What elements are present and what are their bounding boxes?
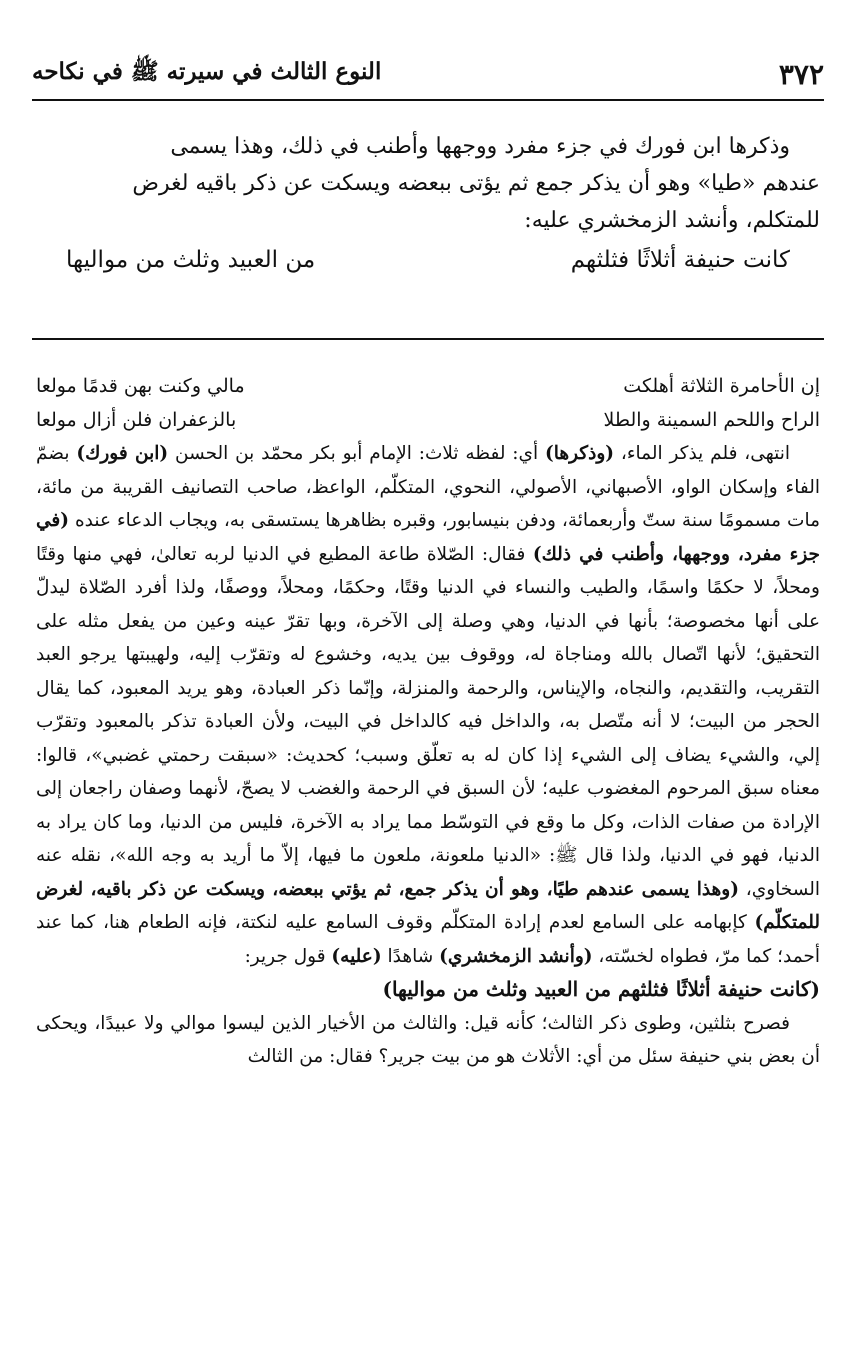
- main-verse: [36, 242, 820, 279]
- main-text-line: عندهم «طيا» وهو أن يذكر جمع ثم يؤتى ببعضه ويسكت عن ذكر باقيه لغرض: [132, 171, 820, 196]
- commentary-verse: [36, 370, 820, 404]
- commentary-text: [36, 370, 820, 1074]
- commentary-verse: [36, 404, 820, 438]
- verse-first-hemistich: الراح واللحم السمينة والطلا: [603, 408, 820, 431]
- page-number: ٣٧٢: [778, 57, 824, 91]
- quoted-text: (وأنشد الزمخشري): [439, 945, 593, 967]
- commentary-separator: [32, 338, 824, 340]
- quoted-text: (عليه): [331, 945, 382, 967]
- commentary-run: فقال: الصّلاة طاعة المطيع في الدنيا لربه تعالىٰ، فهي منها وقتًا ومحلاً، لا حكمًا واسمًا، والطيب والنساء في الدنيا وقتًا، وحكمًا، ومحلاً، ووصفًا، ولذا أفرد الصّلاة ليدلّ على أنها مخصوصة؛ بأنها في الدنيا، وهي وصلة إلى الآخرة، وبها تقرّ عينه وعين من يفعل مثله على التحقيق؛ لأنها اتّصال بالله ومناجاة له، ووقوف بين يديه، وخشوع له وتقرّب إليه، ولهيبتها يرجو العبد التقريب، والتقديم، والنجاه، والإيناس، والرحمة والمنزلة، وإنّما ذكر العبادة، وهو يريد المعبود، كما يقال الحجر من البيت؛ لا أنه متّصل به، والداخل فيه كالداخل في البيت، ولأن العبادة تذكر بالمعبود وتقرّب إلي، والشيء يضاف إلى الشيء إذا كان له به تعلّق وسبب؛ كحديث: «سبقت رحمتي غضبي»، قالوا: معناه سبق المرحوم المغضوب عليه؛ لأن السبق في الرحمة والغضب لا يصحّ، لأنهما وصفان راجعان إلى الإرادة من صفات الذات، وكل ما وقع في التوسّط مما يراد به الآخرة، فليس من الدنيا، وما كان يراد به الدنيا، فهو في الدنيا، ولذا قال ﷺ: «الدنيا ملعونة، ملعون ما فيها، إلاّ ما أريد به وجه الله»، نقله عنه السخاوي،: [36, 543, 821, 900]
- main-text-line: للمتكلم، وأنشد الزمخشري عليه:: [524, 208, 820, 233]
- commentary-run: بضمّ الفاء وإسكان الواو، الأصبهاني، الأصولي، النحوي، المتكلّم، الواعظ، صاحب التصانيف القريبة من مائة، مات مسمومًا سنة ستّ وأربعمائة، ودفن بنيسابور، وقبره بظاهرها يستسقى به، ويجاب الدعاء عنده: [36, 443, 820, 531]
- verse-first-hemistich: إن الأحامرة الثلاثة أهلكت: [623, 375, 820, 397]
- commentary-run: شاهدًا: [381, 945, 440, 967]
- commentary-run: قول جرير:: [244, 945, 332, 967]
- commentary-paragraph: فصرح بثلثين، وطوى ذكر الثالث؛ كأنه قيل: والثالث من الأخيار الذين ليسوا موالي ولا عبيدًا، ويحكى أن بعض بني حنيفة سئل من أي: الأثلاث هو من بيت جرير؟ فقال: من الثالث: [36, 1012, 820, 1067]
- header-title: النوع الثالث في سيرته ﷺ في نكاحه: [32, 58, 382, 85]
- verse-second-hemistich: بالزعفران فلن أزال مولعا: [36, 408, 237, 431]
- commentary-paragraph: [36, 437, 820, 973]
- commentary-run: انتهى، فلم يذكر الماء،: [614, 443, 791, 464]
- verse-second-hemistich: مالي وكنت بهن قدمًا مولعا: [36, 375, 245, 397]
- quoted-text: (ابن فورك): [76, 443, 169, 464]
- main-text-line: وذكرها ابن فورك في جزء مفرد ووجهها وأطنب في ذلك، وهذا يسمى: [170, 134, 790, 159]
- commentary-run: أي: لفظه ثلاث: الإمام أبو بكر محمّد بن الحسن: [168, 443, 545, 464]
- verse-second-hemistich: من العبيد وثلث من مواليها: [66, 247, 316, 273]
- quoted-text: (وهذا يسمى عندهم طيًا، وهو أن يذكر جمع، ثم يؤتي ببعضه، ويسكت عن ذكر باقيه، لغرض للمتكلّم): [36, 878, 820, 933]
- commentary-run: كإبهامه على السامع لعدم إرادة المتكلّم وقوف السامع عليه لنكتة، فإنه الطعام هنا، كما عند أحمد؛ كما مرّ، فطواه لخسّته،: [36, 912, 820, 967]
- running-header: [32, 52, 824, 96]
- quoted-text: (وذكرها): [544, 443, 615, 464]
- quoted-verse: (كانت حنيفة أثلاثًا فثلثهم من العبيد وثلث من مواليها): [382, 977, 820, 1001]
- header-rule: [32, 99, 824, 101]
- quoted-text: (في جزء مفرد، ووجهها، وأطنب في ذلك): [36, 510, 820, 565]
- main-text: [36, 128, 820, 279]
- verse-first-hemistich: كانت حنيفة أثلاثًا فثلثهم: [570, 247, 790, 273]
